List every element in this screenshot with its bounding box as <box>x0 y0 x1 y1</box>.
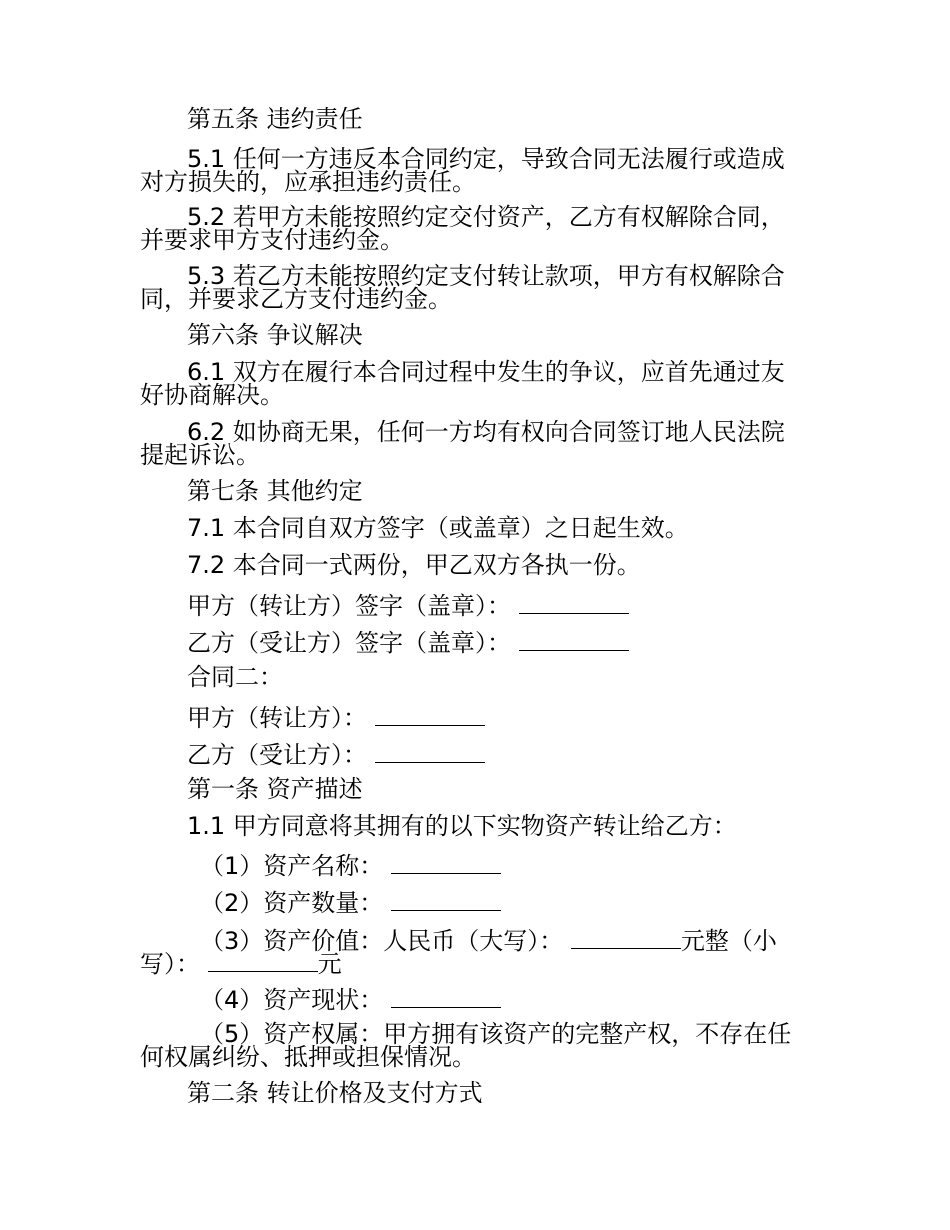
signature-party-b <box>187 628 857 655</box>
asset-name-line <box>200 851 870 878</box>
signature-party-a-blank <box>519 591 629 614</box>
clause-5-2-line-2: 并要求甲方支付违约金。 <box>140 226 404 254</box>
signature-party-a <box>187 591 857 618</box>
party-a-label: 甲方（转让方）： <box>187 704 367 732</box>
clause-5-1-line-1: 5.1 任何一方违反本合同约定，导致合同无法履行或造成 <box>187 145 785 173</box>
asset-ownership-line-2: 何权属纠纷、抵押或担保情况。 <box>140 1043 476 1071</box>
article-7-heading: 第七条 其他约定 <box>187 477 363 505</box>
party-a-blank <box>375 703 485 726</box>
asset-name-blank <box>391 851 501 874</box>
asset-condition-label: （4）资产现状： <box>200 986 384 1014</box>
article-1-heading: 第一条 资产描述 <box>187 775 363 803</box>
asset-value-line-2 <box>140 949 810 976</box>
asset-value-lowercase-label: 写）： <box>140 950 200 978</box>
asset-quantity-label: （2）资产数量： <box>200 889 384 917</box>
clause-5-1-line-2: 对方损失的，应承担违约责任。 <box>140 168 476 196</box>
asset-name-label: （1）资产名称： <box>200 852 384 880</box>
party-b-blank <box>375 740 485 763</box>
signature-party-b-label: 乙方（受让方）签字（盖章）： <box>187 629 511 657</box>
clause-7-1: 7.1 本合同自双方签字（或盖章）之日起生效。 <box>187 514 689 542</box>
asset-quantity-blank <box>391 888 501 911</box>
clause-6-2-line-1: 6.2 如协商无果，任何一方均有权向合同签订地人民法院 <box>187 418 785 446</box>
article-5-heading: 第五条 违约责任 <box>187 105 363 133</box>
clause-6-1-line-1: 6.1 双方在履行本合同过程中发生的争议，应首先通过友 <box>187 358 785 386</box>
clause-6-1-line-2: 好协商解决。 <box>140 381 284 409</box>
signature-party-b-blank <box>519 628 629 651</box>
contract-2-heading: 合同二： <box>187 663 283 691</box>
clause-5-2-line-1: 5.2 若甲方未能按照约定交付资产，乙方有权解除合同， <box>187 203 785 231</box>
article-2-heading: 第二条 转让价格及支付方式 <box>187 1079 483 1107</box>
asset-ownership-line-1: （5）资产权属：甲方拥有该资产的完整产权，不存在任 <box>200 1020 792 1048</box>
clause-5-3-line-1: 5.3 若乙方未能按照约定支付转让款项，甲方有权解除合 <box>187 262 785 290</box>
clause-1-1: 1.1 甲方同意将其拥有的以下实物资产转让给乙方： <box>187 812 737 840</box>
asset-value-uppercase-blank <box>571 926 681 949</box>
asset-value-yuan-zheng: 元整（小 <box>680 927 777 955</box>
asset-quantity-line <box>200 888 870 915</box>
party-a-line <box>187 703 857 730</box>
signature-party-a-label: 甲方（转让方）签字（盖章）： <box>187 592 511 620</box>
party-b-label: 乙方（受让方）： <box>187 741 367 769</box>
asset-condition-blank <box>391 985 501 1008</box>
asset-value-lowercase-blank <box>208 949 318 972</box>
clause-6-2-line-2: 提起诉讼。 <box>140 441 260 469</box>
asset-condition-line <box>200 985 870 1012</box>
clause-5-3-line-2: 同，并要求乙方支付违约金。 <box>140 285 452 313</box>
clause-7-2: 7.2 本合同一式两份，甲乙双方各执一份。 <box>187 551 641 579</box>
article-6-heading: 第六条 争议解决 <box>187 321 363 349</box>
asset-value-label: （3）资产价值：人民币（大写）： <box>200 927 564 955</box>
party-b-line <box>187 740 857 767</box>
asset-value-yuan: 元 <box>317 950 342 978</box>
